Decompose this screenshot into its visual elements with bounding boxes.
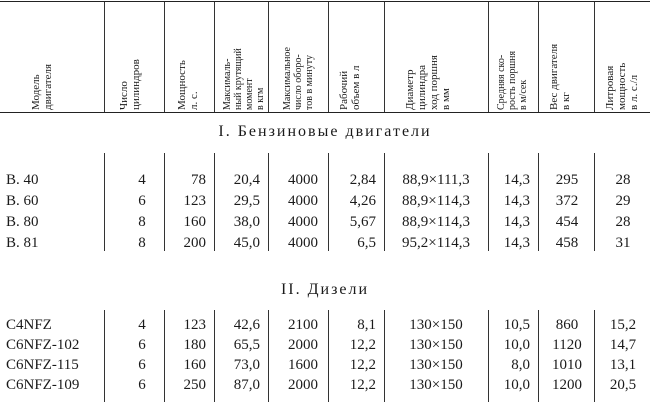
section-title-diesel: II. Дизели — [280, 281, 370, 298]
cell-volume: 6,5 — [357, 235, 376, 251]
table-row — [0, 235, 650, 255]
header-divider — [384, 2, 385, 112]
cell-torque: 87,0 — [233, 377, 260, 393]
table-row — [0, 337, 650, 357]
cell-bore-stroke: 95,2×114,3 — [402, 235, 470, 251]
cell-rpm: 4000 — [288, 193, 318, 209]
cell-model: B. 40 — [6, 172, 39, 188]
header-torque: Максималь- ный крутящий момент в кгм — [222, 48, 266, 110]
cell-rpm: 4000 — [288, 172, 318, 188]
cell-cylinders: 4 — [138, 317, 146, 333]
cell-cylinders: 6 — [138, 193, 146, 209]
cell-weight: 1120 — [552, 337, 582, 353]
header-divider — [488, 2, 489, 112]
cell-liter-power: 13,1 — [609, 357, 637, 373]
cell-model: C6NFZ-109 — [6, 377, 80, 393]
cell-volume: 12,2 — [349, 337, 376, 353]
cell-power: 180 — [183, 337, 206, 353]
cell-bore-stroke: 130×150 — [409, 357, 463, 373]
cell-volume: 12,2 — [349, 377, 376, 393]
table-row — [0, 193, 650, 213]
header-bore-stroke: Диаметр цилиндра ход поршня в мм — [404, 55, 452, 110]
header-divider — [328, 2, 329, 112]
cell-torque: 65,5 — [233, 337, 260, 353]
cell-rpm: 2000 — [288, 337, 318, 353]
section-title-petrol: I. Бензиновые двигатели — [218, 123, 432, 140]
cell-power: 200 — [183, 235, 206, 251]
cell-weight: 1200 — [552, 377, 582, 393]
cell-piston-speed: 10,5 — [503, 317, 530, 333]
cell-bore-stroke: 130×150 — [409, 337, 463, 353]
cell-rpm: 4000 — [288, 235, 318, 251]
cell-bore-stroke: 88,9×111,3 — [402, 172, 470, 188]
cell-weight: 1010 — [552, 357, 582, 373]
cell-model: C4NFZ — [6, 317, 52, 333]
cell-bore-stroke: 88,9×114,3 — [402, 214, 470, 230]
cell-volume: 8,1 — [357, 317, 376, 333]
table-row — [0, 317, 650, 337]
cell-piston-speed: 14,3 — [503, 214, 530, 230]
cell-liter-power: 28 — [615, 214, 631, 230]
header-divider — [538, 2, 539, 112]
cell-volume: 2,84 — [349, 172, 376, 188]
cell-power: 160 — [183, 357, 206, 373]
header-weight: Вес двигателя в кг — [548, 43, 572, 110]
cell-liter-power: 20,5 — [609, 377, 637, 393]
cell-piston-speed: 14,3 — [503, 235, 530, 251]
header-divider — [214, 2, 215, 112]
table-row — [0, 377, 650, 397]
cell-liter-power: 28 — [615, 172, 631, 188]
cell-power: 160 — [183, 214, 206, 230]
header-divider — [268, 2, 269, 112]
header-divider — [104, 2, 105, 112]
cell-model: B. 80 — [6, 214, 39, 230]
header-power: Мощность л. с. — [176, 60, 200, 110]
cell-cylinders: 4 — [138, 172, 146, 188]
cell-model: C6NFZ-102 — [6, 337, 80, 353]
cell-volume: 5,67 — [349, 214, 376, 230]
cell-torque: 38,0 — [233, 214, 260, 230]
cell-volume: 12,2 — [349, 357, 376, 373]
cell-weight: 372 — [555, 193, 579, 209]
table-row — [0, 172, 650, 192]
cell-torque: 73,0 — [233, 357, 260, 373]
header-piston-speed: Средняя ско- рость поршня в м/сек — [496, 50, 529, 110]
header-liter-power: Литровая мощность в л. с./л — [604, 62, 640, 110]
cell-power: 123 — [183, 317, 206, 333]
cell-liter-power: 14,7 — [609, 337, 637, 353]
cell-power: 78 — [191, 172, 206, 188]
cell-torque: 20,4 — [233, 172, 260, 188]
cell-torque: 45,0 — [233, 235, 260, 251]
table-row — [0, 214, 650, 234]
cell-cylinders: 6 — [138, 357, 146, 373]
cell-torque: 42,6 — [233, 317, 260, 333]
header-cylinders: Число цилиндров — [118, 59, 142, 110]
cell-power: 250 — [183, 377, 206, 393]
cell-weight: 458 — [555, 235, 579, 251]
cell-torque: 29,5 — [233, 193, 260, 209]
cell-liter-power: 15,2 — [609, 317, 637, 333]
cell-rpm: 2000 — [288, 377, 318, 393]
cell-piston-speed: 14,3 — [503, 172, 530, 188]
cell-cylinders: 8 — [138, 235, 146, 251]
cell-model: C6NFZ-115 — [6, 357, 79, 373]
cell-bore-stroke: 130×150 — [409, 317, 463, 333]
cell-bore-stroke: 130×150 — [409, 377, 463, 393]
cell-weight: 860 — [555, 317, 579, 333]
cell-power: 123 — [183, 193, 206, 209]
table-row — [0, 357, 650, 377]
cell-piston-speed: 10,0 — [503, 337, 530, 353]
cell-piston-speed: 10,0 — [503, 377, 530, 393]
cell-piston-speed: 8,0 — [511, 357, 530, 373]
cell-weight: 295 — [555, 172, 579, 188]
header-volume: Рабочий объем в л — [338, 65, 362, 110]
cell-cylinders: 6 — [138, 337, 146, 353]
cell-liter-power: 31 — [615, 235, 631, 251]
cell-model: B. 60 — [6, 193, 39, 209]
header-model: Модель двигателя — [30, 63, 54, 110]
cell-piston-speed: 14,3 — [503, 193, 530, 209]
cell-model: B. 81 — [6, 235, 39, 251]
cell-weight: 454 — [555, 214, 579, 230]
header-divider — [594, 2, 595, 112]
cell-bore-stroke: 88,9×114,3 — [402, 193, 470, 209]
cell-cylinders: 8 — [138, 214, 146, 230]
cell-volume: 4,26 — [349, 193, 376, 209]
cell-liter-power: 29 — [615, 193, 631, 209]
cell-rpm: 4000 — [288, 214, 318, 230]
cell-rpm: 1600 — [288, 357, 318, 373]
header-divider — [164, 2, 165, 112]
cell-cylinders: 6 — [138, 377, 146, 393]
header-max-rpm: Максимальное число оборо- тов в минуту — [282, 47, 315, 110]
cell-rpm: 2100 — [288, 317, 318, 333]
header-bottom-rule — [0, 112, 650, 113]
